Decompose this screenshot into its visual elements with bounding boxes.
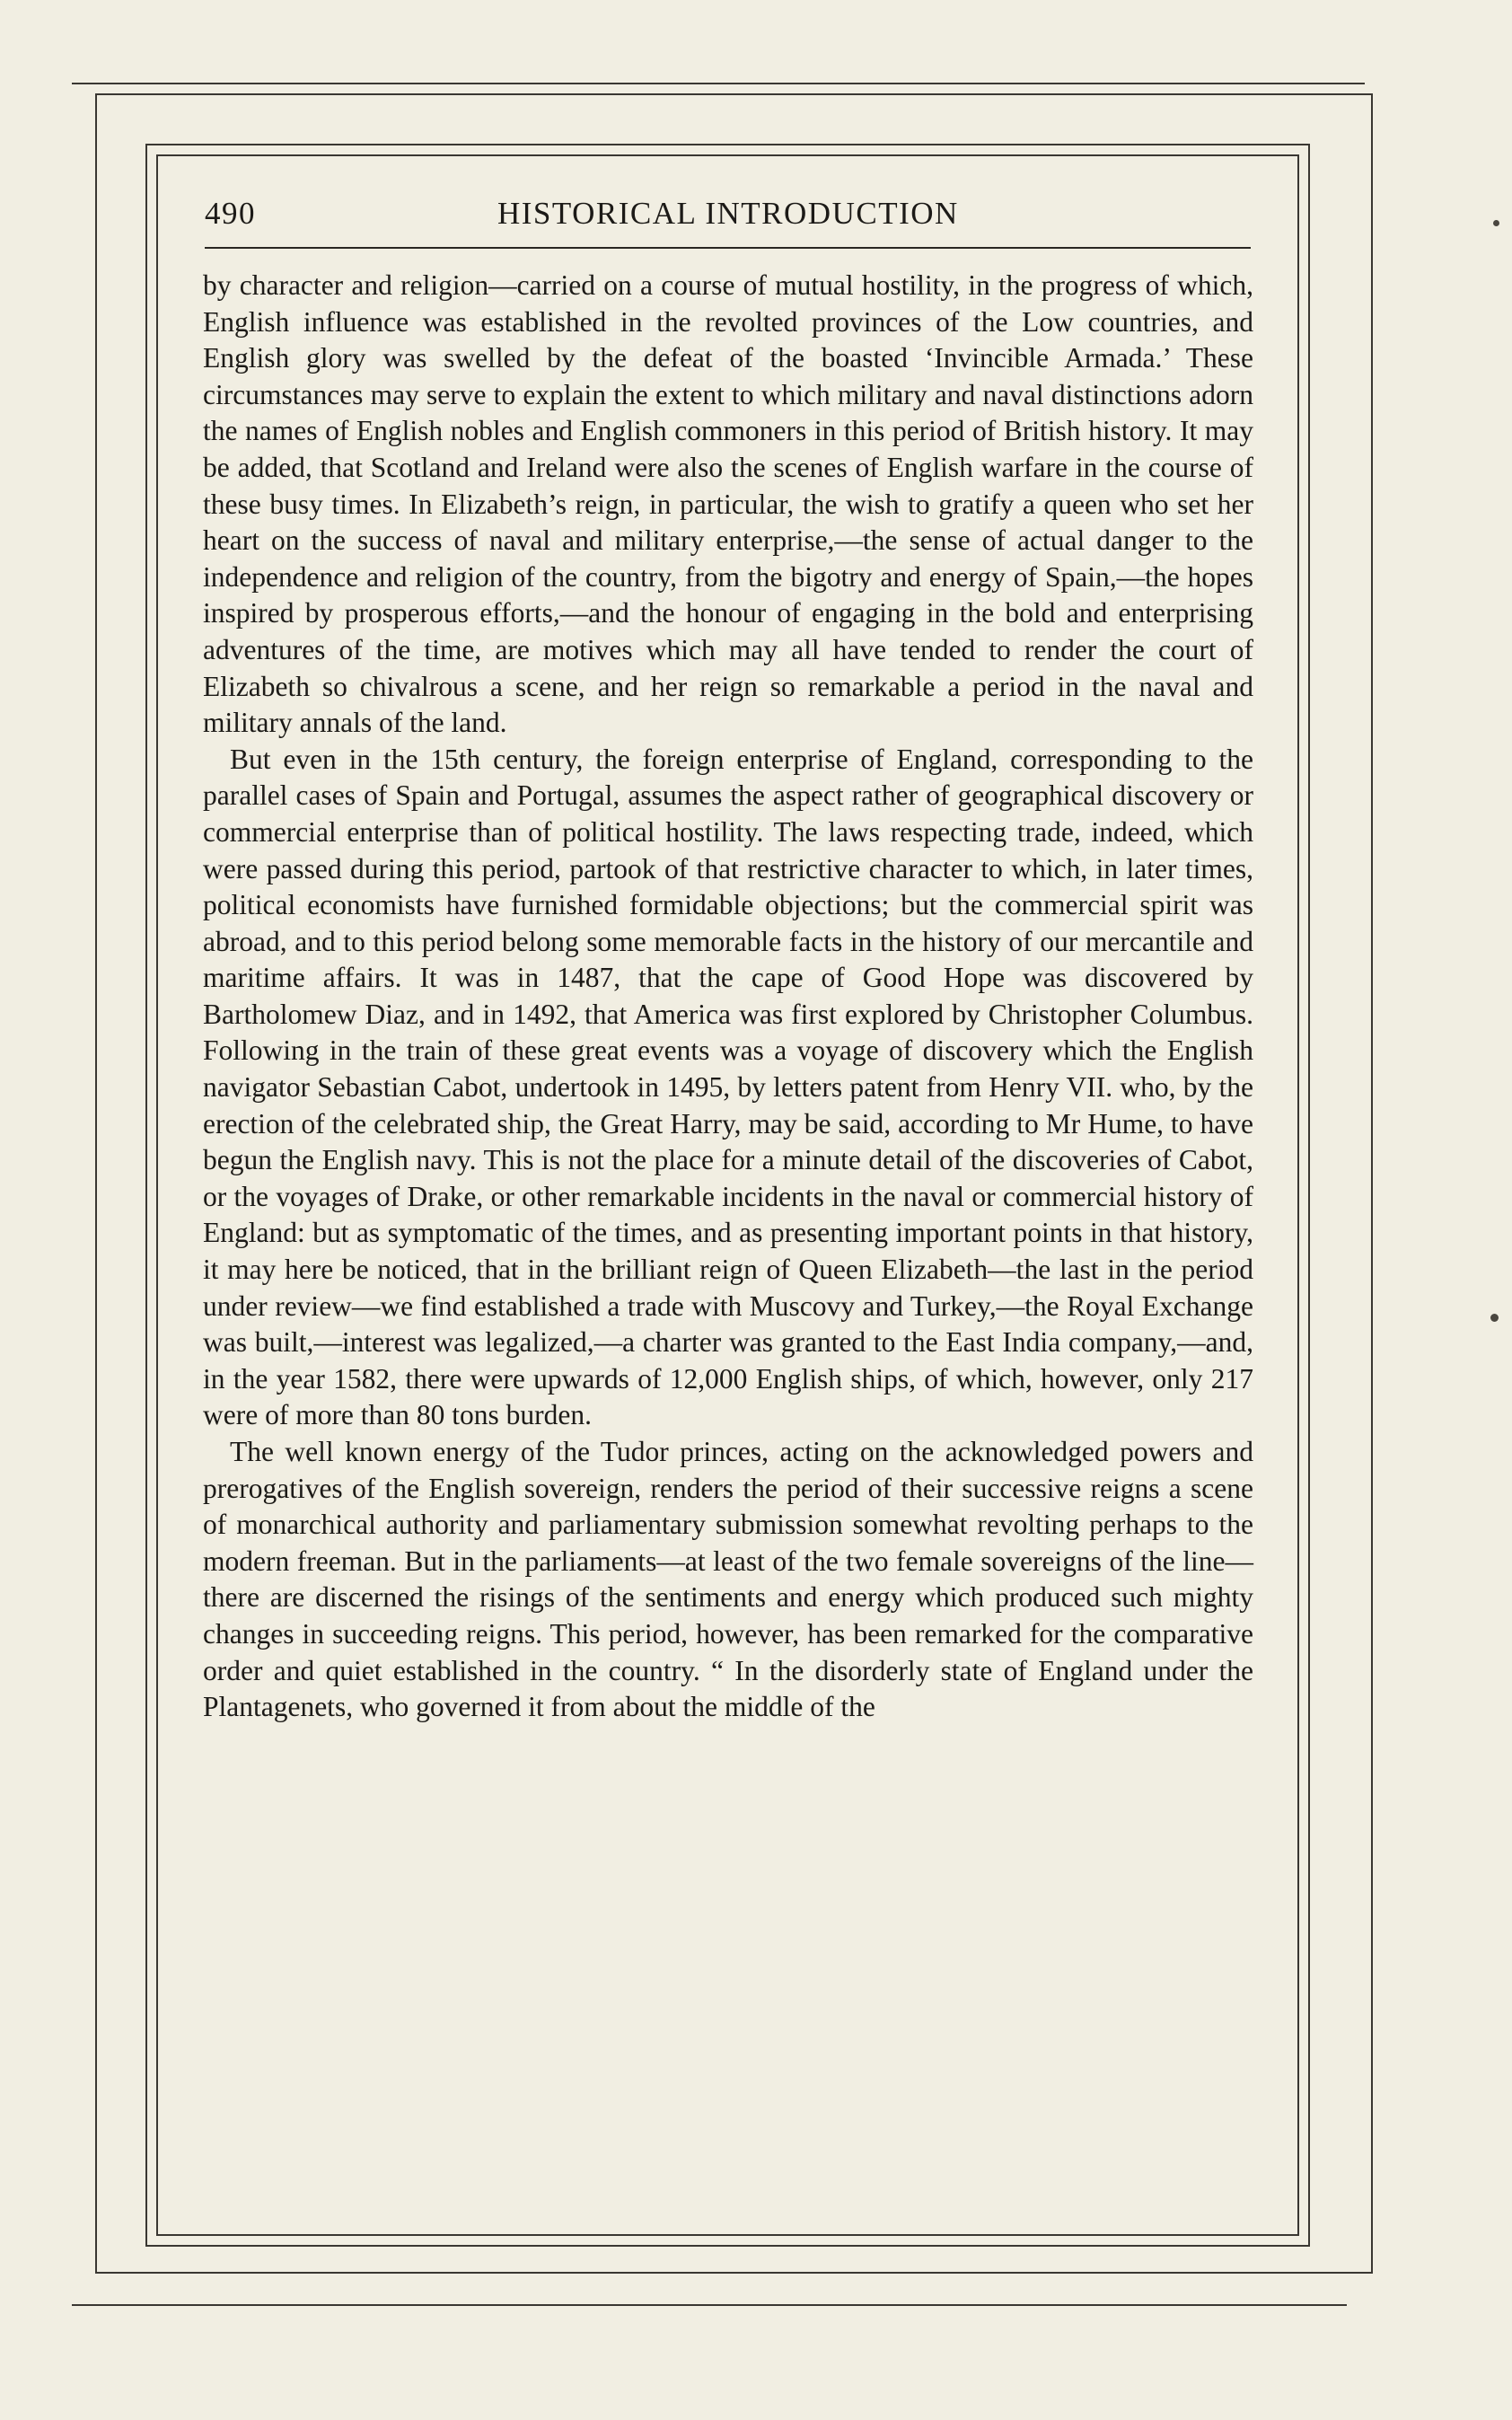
body-text: [203, 268, 1253, 1726]
top-edge-rule: [72, 83, 1365, 84]
page-header: [205, 196, 1251, 241]
header-rule: [205, 247, 1251, 249]
margin-mark: [1490, 1314, 1499, 1322]
paragraph: But even in the 15th century, the foreign enterprise of England, corresponding to the parallel cases of Spain and Portugal, assumes the aspect rather of geographical discovery or commercial enterprise than of political hostility. The laws respecting trade, indeed, which were passed during this period, partook of that restrictive character to which, in later times, political economists have furnished formidable objections; but the commercial spirit was abroad, and to this period belong some memorable facts in the history of our mercantile and maritime affairs. It was in 1487, that the cape of Good Hope was discovered by Bartholomew Diaz, and in 1492, that America was first explored by Christopher Columbus. Following in the train of these great events was a voyage of discovery which the English navigator Sebastian Cabot, undertook in 1495, by letters patent from Henry VII. who, by the erection of the celebrated ship, the Great Harry, may be said, according to Mr Hume, to have begun the English navy. This is not the place for a minute detail of the discoveries of Cabot, or the voyages of Drake, or other remarkable incidents in the naval or commercial history of England: but as symptomatic of the times, and as presenting important points in that history, it may here be noticed, that in the brilliant reign of Queen Elizabeth—the last in the period under review—we find established a trade with Muscovy and Turkey,—the Royal Exchange was built,—interest was legalized,—a charter was granted to the East India company,—and, in the year 1582, there were upwards of 12,000 English ships, of which, however, only 217 were of more than 80 tons burden.: [203, 743, 1253, 1431]
page-number: 490: [205, 196, 256, 231]
margin-mark: [1493, 220, 1499, 226]
running-title: HISTORICAL INTRODUCTION: [497, 196, 959, 231]
bottom-edge-rule: [72, 2304, 1347, 2306]
paragraph: by character and religion—carried on a course of mutual hostility, in the progress of which, English influence was established in the revolted provinces of the Low countries, and English glory was swelled by the defeat of the boasted ‘Invincible Armada.’ These circumstances may serve to explain the extent to which military and naval distinctions adorn the names of English nobles and English commoners in this period of British history. It may be added, that Scotland and Ireland were also the scenes of English warfare in the course of these busy times. In Elizabeth’s reign, in particular, the wish to gratify a queen who set her heart on the success of naval and military enterprise,—the sense of actual danger to the independence and religion of the country, from the bigotry and energy of Spain,—the hopes inspired by prosperous efforts,—and the honour of engaging in the bold and enterprising adventures of the time, are motives which may all have tended to render the court of Elizabeth so chivalrous a scene, and her reign so remarkable a period in the naval and military annals of the land.: [203, 269, 1253, 739]
paragraph: The well known energy of the Tudor princes, acting on the acknowledged powers and prerogatives of the English sovereign, renders the period of their successive reigns a scene of monarchical authority and parliamentary submission somewhat revolting perhaps to the modern freeman. But in the parliaments—at least of the two female sovereigns of the line—there are discerned the risings of the sentiments and energy which produced such mighty changes in succeeding reigns. This period, however, has been remarked for the comparative order and quiet established in the country. “ In the disorderly state of England under the Plantagenets, who governed it from about the middle of the: [203, 1436, 1253, 1723]
